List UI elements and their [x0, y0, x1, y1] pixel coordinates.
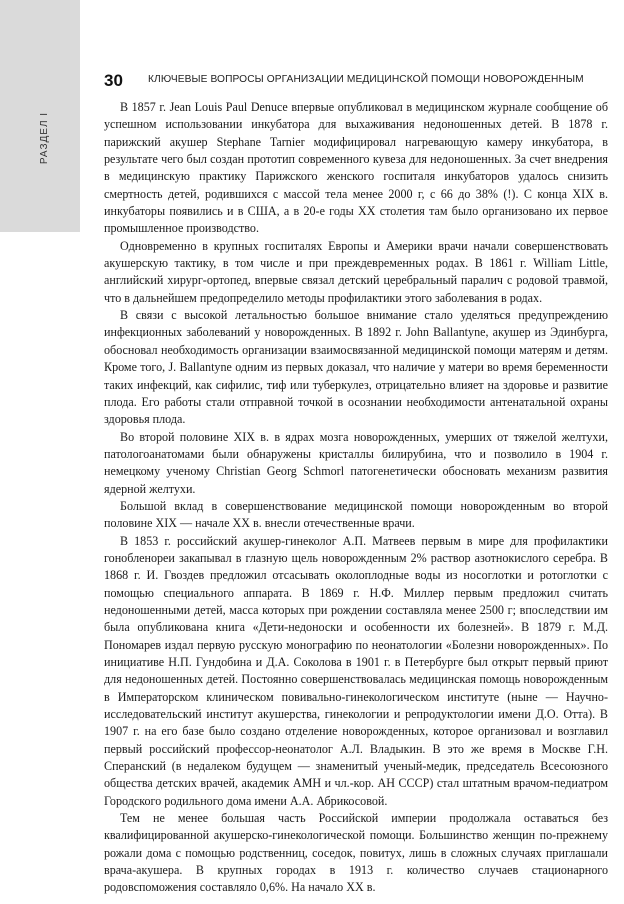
body-text	[104, 99, 608, 897]
section-label: РАЗДЕЛ I	[39, 111, 50, 165]
paragraph: В 1853 г. российский акушер-гинеколог А.П. Матвеев первым в мире для профилактики гонобленореи закапывал в глазную щель новорожденным 2% раствор азотнокислого серебра. В 1868 г. И. Гвоздев предложил отсасывать околоплодные воды из носоглотки и ротоглотки с помощью специального аппарата. В 1869 г. Н.Ф. Миллер первым предложил считать недоношенными детей, масса которых при рождении составляла менее 2500 г; впоследствии им была опубликована книга «Дети-недоноски и особенности их болезней». В 1879 г. М.Д. Пономарев издал первую русскую монографию по неонатологии «Болезни новорожденных». По инициативе Н.П. Гундобина и Д.А. Соколова в 1901 г. в Петербурге был открыт первый приют для недоношенных детей. Постоянно совершенствовалась медицинская помощь новорожденным в Императорском клиническом повивально-гинекологическом институте (ныне — Научно-исследовательский институт акушерства, гинекологии и репродуктологии имени Д.О. Отта). В 1907 г. на его базе было создано отделение новорожденных, которое организовал и возглавил первый российский профессор-неонатолог А.Л. Владыкин. В это же время в Москве Г.Н. Сперанский (в недалеком будущем — знаменитый ученый-медик, председатель Всесоюзного общества детских врачей, академик АМН и чл.-кор. АН СССР) стал штатным врачом-педиатром Городского родильного дома имени А.А. Абрикосовой.	[104, 533, 608, 808]
running-header: КЛЮЧЕВЫЕ ВОПРОСЫ ОРГАНИЗАЦИИ МЕДИЦИНСКОЙ ПОМОЩИ НОВОРОЖДЕННЫМ	[148, 74, 584, 85]
paragraph: В 1857 г. Jean Louis Paul Denuce впервые опубликовал в медицинском журнале сообщение об успешном использовании инкубатора для выхаживания недоношенных детей. В 1878 г. парижский акушер Stephane Tarnier модифицировал нагревающую камеру инкубатора, в результате чего был создан прототип современного кувеза для недоношенных. За счет внедрения в медицинскую практику Парижского женского госпиталя инкубаторов удалось снизить смертность детей, родившихся с массой тела менее 2000 г, с 66 до 38% (!). С конца XIX в. инкубаторы появились и в США, а в 20-е годы XX столетия там было организовано их первое промышленное производство.	[104, 100, 608, 236]
paragraph: Во второй половине XIX в. в ядрах мозга новорожденных, умерших от тяжелой желтухи, патологоанатомами были обнаружены кристаллы билирубина, что и позволило в 1904 г. немецкому ученому Christian Georg Schmorl патогенетически обосновать механизм развития ядерной желтухи.	[104, 429, 608, 496]
section-side-tab	[0, 0, 80, 232]
paragraph: Тем не менее большая часть Российской империи продолжала оставаться без квалифицированной акушерско-гинекологической помощи. Большинство женщин по-прежнему рожали дома с помощью родственниц, соседок, повитух, лишь в сложных случаях приглашали врача-акушера. В крупных городах в 1913 г. количество случаев стационарного родовспоможения составляло 0,6%. На начало XX в.	[104, 811, 608, 895]
paragraph: В связи с высокой летальностью большое внимание стало уделяться предупреждению инфекционных заболеваний у новорожденных. В 1892 г. John Ballantyne, акушер из Эдинбурга, обосновал необходимость организации взаимосвязанной медицинской помощи матерям и детям. Кроме того, J. Ballantyne одним из первых доказал, что наличие у матери во время беременности таких инфекций, как сифилис, тиф или туберкулез, отрицательно влияет на здоровье и развитие плода. Его работы стали отправной точкой в осознании необходимости антенатальной охраны здоровья плода.	[104, 308, 608, 427]
page-number: 30	[104, 71, 123, 90]
paragraph: Большой вклад в совершенствование медицинской помощи новорожденным во второй половине XIX — начале XX в. внесли отечественные врачи.	[104, 498, 608, 531]
paragraph: Одновременно в крупных госпиталях Европы и Америки врачи начали совершенствовать акушерскую тактику, в том числе и при преждевременных родах. В 1861 г. William Little, английский хирург-ортопед, впервые связал детский церебральный паралич с родовой травмой, что в дальнейшем предопределило методы профилактики этого заболевания в родах.	[104, 238, 608, 305]
